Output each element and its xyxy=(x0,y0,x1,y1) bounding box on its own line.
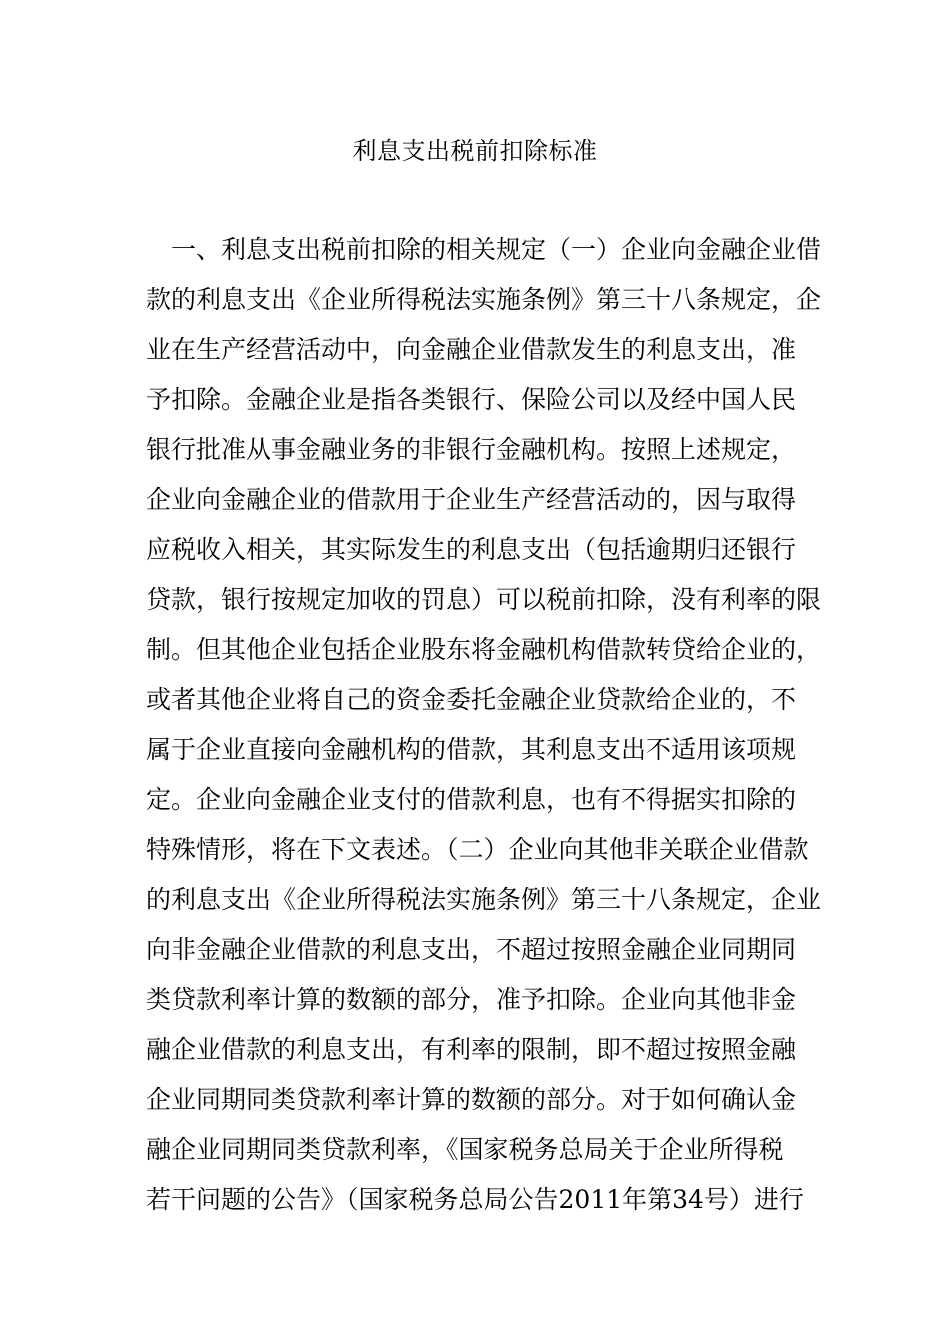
body-line: 企业向金融企业的借款用于企业生产经营活动的，因与取得 xyxy=(146,485,797,514)
body-line: 一、利息支出税前扣除的相关规定（一）企业向金融企业借 xyxy=(171,235,822,264)
body-line: 企业同期同类贷款利率计算的数额的部分。对于如何确认金 xyxy=(146,1085,797,1114)
document-body xyxy=(146,225,822,1225)
body-line: 业在生产经营活动中，向金融企业借款发生的利息支出，准 xyxy=(146,335,797,364)
body-line: 款的利息支出《企业所得税法实施条例》第三十八条规定，企 xyxy=(146,285,822,314)
body-line: 应税收入相关，其实际发生的利息支出（包括逾期归还银行 xyxy=(146,535,797,564)
body-line: 若干问题的公告》（国家税务总局公告2011年第34号）进行 xyxy=(146,1185,804,1214)
body-line: 向非金融企业借款的利息支出，不超过按照金融企业同期同 xyxy=(146,935,797,964)
body-line: 融企业借款的利息支出，有利率的限制，即不超过按照金融 xyxy=(146,1035,797,1064)
document-title: 利息支出税前扣除标准 xyxy=(352,137,598,165)
body-line: 制。但其他企业包括企业股东将金融机构借款转贷给企业的， xyxy=(146,635,822,664)
body-line: 的利息支出《企业所得税法实施条例》第三十八条规定，企业 xyxy=(146,885,822,914)
body-line: 贷款，银行按规定加收的罚息）可以税前扣除，没有利率的限 xyxy=(146,585,822,614)
body-line: 属于企业直接向金融机构的借款，其利息支出不适用该项规 xyxy=(146,735,797,764)
body-line: 特殊情形，将在下文表述。（二）企业向其他非关联企业借款 xyxy=(146,835,809,864)
body-line: 予扣除。金融企业是指各类银行、保险公司以及经中国人民 xyxy=(146,385,797,414)
body-line: 银行批准从事金融业务的非银行金融机构。按照上述规定， xyxy=(146,435,797,464)
body-line: 类贷款利率计算的数额的部分，准予扣除。企业向其他非金 xyxy=(146,985,797,1014)
body-line: 定。企业向金融企业支付的借款利息，也有不得据实扣除的 xyxy=(146,785,797,814)
body-line: 融企业同期同类贷款利率，《国家税务总局关于企业所得税 xyxy=(146,1135,784,1164)
body-line: 或者其他企业将自己的资金委托金融企业贷款给企业的，不 xyxy=(146,685,797,714)
